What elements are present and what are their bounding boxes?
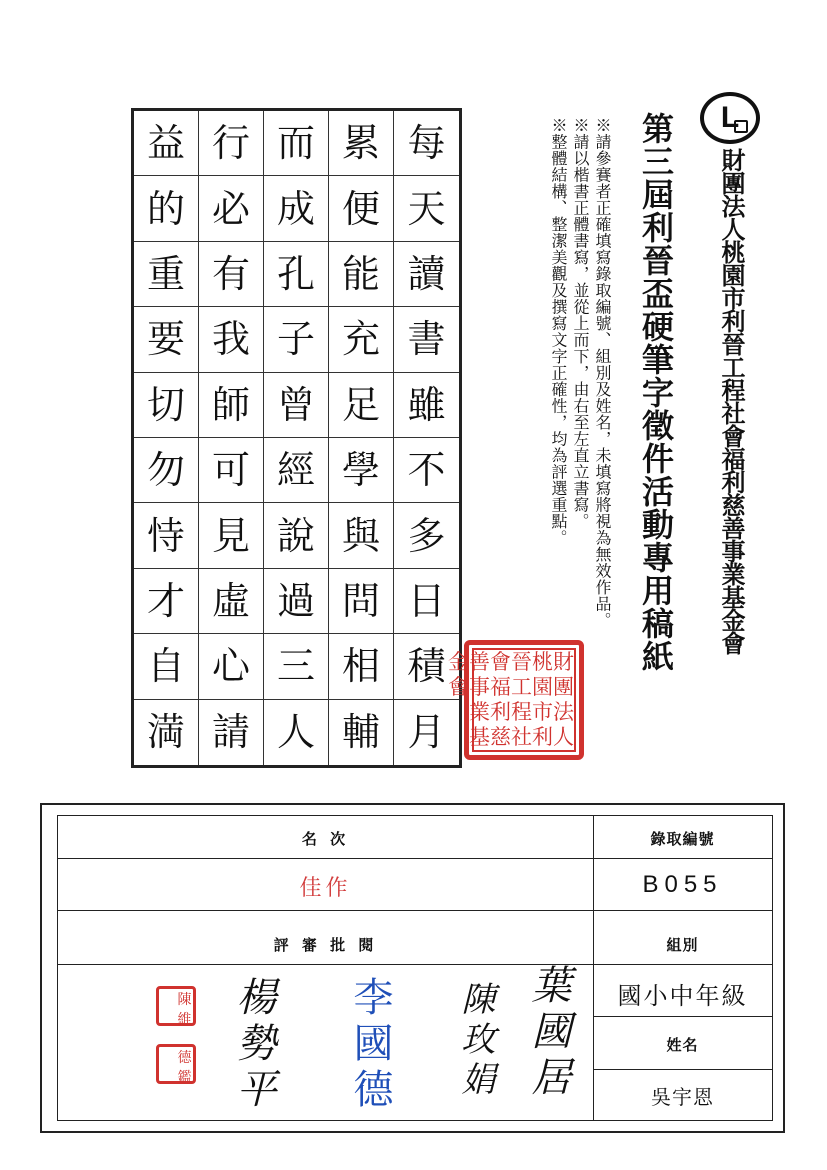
grid-cell: 可 — [199, 438, 264, 503]
organization-name: 財團法人桃園市利晉工程社會福利慈善事業基金會 — [717, 148, 746, 654]
grid-cell: 曾 — [264, 373, 329, 438]
stamp-character: 陳 — [177, 992, 192, 1008]
grid-cell: 孔 — [264, 242, 329, 307]
seal-character: 基 — [469, 725, 490, 749]
grid-cell: 不 — [394, 438, 459, 503]
grid-cell: 満 — [134, 700, 199, 765]
grid-cell: 師 — [199, 373, 264, 438]
rank-label: 名 次 — [301, 830, 350, 848]
grid-cell: 讀 — [394, 242, 459, 307]
admission-number-value: B055 — [642, 871, 723, 898]
grid-cell: 過 — [264, 569, 329, 634]
group-value: 國小中年級 — [617, 982, 748, 1010]
name-label: 姓名 — [666, 1036, 699, 1054]
grid-cell: 天 — [394, 176, 459, 241]
grid-cell: 自 — [134, 634, 199, 699]
grid-cell: 日 — [394, 569, 459, 634]
seal-character: 慈 — [490, 725, 511, 749]
instruction-note-2: ※請以楷書正體書寫，並從上而下，由右至左直立書寫。 — [571, 117, 590, 530]
seal-character: 園 — [532, 675, 553, 699]
grid-cell: 便 — [329, 176, 394, 241]
admission-number-label: 錄取編號 — [650, 830, 715, 848]
judge-stamp-1 — [156, 986, 196, 1026]
seal-character — [448, 725, 469, 750]
grid-cell: 足 — [329, 373, 394, 438]
grid-cell: 子 — [264, 307, 329, 372]
grid-cell: 學 — [329, 438, 394, 503]
seal-character: 善 — [469, 650, 490, 674]
grid-cell: 人 — [264, 700, 329, 765]
seal-character: 人 — [553, 725, 574, 749]
grid-cell: 能 — [329, 242, 394, 307]
seal-character: 會 — [448, 675, 469, 699]
grid-cell: 三 — [264, 634, 329, 699]
seal-character: 會 — [490, 650, 511, 674]
grid-cell: 問 — [329, 569, 394, 634]
grid-cell: 多 — [394, 503, 459, 568]
name-value: 吳宇恩 — [651, 1085, 714, 1109]
grid-cell: 虛 — [199, 569, 264, 634]
grid-cell: 的 — [134, 176, 199, 241]
judge-signature-2: 李國德 — [347, 976, 393, 1114]
seal-character: 福 — [490, 675, 511, 699]
grid-cell: 益 — [134, 111, 199, 176]
stamp-character: 鑑 — [177, 1070, 192, 1086]
judge-signature-4: 葉國居 — [525, 964, 571, 1102]
grid-cell: 書 — [394, 307, 459, 372]
grid-cell: 要 — [134, 307, 199, 372]
evaluation-table — [40, 803, 785, 1133]
grid-cell: 經 — [264, 438, 329, 503]
grid-cell: 心 — [199, 634, 264, 699]
grid-cell: 勿 — [134, 438, 199, 503]
grid-cell: 輔 — [329, 700, 394, 765]
grid-cell: 月 — [407, 710, 446, 755]
grid-cell: 才 — [134, 569, 199, 634]
grid-cell: 我 — [199, 307, 264, 372]
instruction-note-1: ※請參賽者正確填寫錄取編號、組別及姓名，未填寫將視為無效作品。 — [593, 117, 612, 629]
grid-cell: 切 — [134, 373, 199, 438]
grid-cell: 有 — [199, 242, 264, 307]
lijin-foundation-logo-icon — [700, 92, 760, 144]
seal-character: 事 — [469, 675, 490, 699]
grid-cell: 必 — [199, 176, 264, 241]
seal-character: 金 — [448, 650, 469, 674]
writing-grid — [131, 108, 462, 768]
grid-cell: 積 — [394, 634, 459, 699]
seal-character: 社 — [511, 725, 532, 749]
grid-cell: 恃 — [134, 503, 199, 568]
review-label: 評 審 批 閱 — [273, 936, 378, 954]
seal-character: 程 — [511, 700, 532, 724]
seal-character: 利 — [532, 725, 553, 749]
grid-cell: 重 — [134, 242, 199, 307]
seal-character: 團 — [553, 675, 574, 699]
seal-character: 晉 — [511, 650, 532, 674]
seal-character: 工 — [511, 675, 532, 699]
seal-character: 市 — [532, 700, 553, 724]
grid-cell: 見 — [199, 503, 264, 568]
judge-stamp-2 — [156, 1044, 196, 1084]
grid-cell: 雖 — [394, 373, 459, 438]
grid-cell: 而 — [264, 111, 329, 176]
foundation-seal — [448, 640, 584, 760]
grid-cell: 成 — [264, 176, 329, 241]
logo-mark: L — [720, 101, 740, 134]
seal-character: 財 — [553, 650, 574, 674]
group-label: 組別 — [666, 936, 699, 954]
seal-character — [448, 700, 469, 725]
grid-cell: 與 — [329, 503, 394, 568]
seal-character: 業 — [469, 700, 490, 724]
form-title: 第三屆利晉盃硬筆字徵件活動專用稿紙 — [637, 112, 675, 673]
seal-character: 法 — [553, 700, 574, 724]
judge-signature-3: 陳玫娟 — [455, 981, 495, 1101]
rank-value: 佳作 — [299, 876, 352, 901]
grid-cell: 充 — [329, 307, 394, 372]
grid-cell: 說 — [264, 503, 329, 568]
stamp-character: 維 — [177, 1012, 192, 1028]
seal-character: 利 — [490, 700, 511, 724]
grid-cell: 每 — [394, 111, 459, 176]
judge-signature-1: 楊勢平 — [230, 976, 276, 1114]
instruction-note-3: ※整體結構、整潔美觀及撰寫文字正確性，均為評選重點。 — [549, 117, 568, 546]
grid-cell: 行 — [199, 111, 264, 176]
grid-cell: 累 — [329, 111, 394, 176]
grid-cell: 請 — [199, 700, 264, 765]
grid-cell: 相 — [329, 634, 394, 699]
stamp-character: 德 — [177, 1050, 192, 1066]
seal-character: 桃 — [532, 650, 553, 674]
